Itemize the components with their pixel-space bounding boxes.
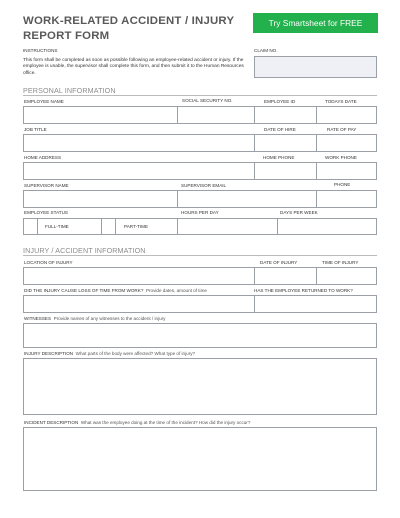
employee-name-input[interactable] xyxy=(23,106,178,124)
returned-to-work-label: HAS THE EMPLOYEE RETURNED TO WORK? xyxy=(254,288,353,293)
personal-info-heading: PERSONAL INFORMATION xyxy=(23,86,116,95)
claim-no-input[interactable] xyxy=(254,56,377,78)
part-time-label: PART-TIME xyxy=(124,224,149,229)
time-of-injury-input[interactable] xyxy=(316,267,377,285)
supervisor-email-input[interactable] xyxy=(177,190,317,208)
ssn-label: SOCIAL SECURITY NO. xyxy=(182,98,233,103)
home-address-label: HOME ADDRESS xyxy=(24,155,62,160)
part-time-checkbox[interactable] xyxy=(101,218,116,235)
home-phone-label: HOME PHONE xyxy=(263,155,295,160)
witnesses-input[interactable] xyxy=(23,323,377,348)
phone-label: PHONE xyxy=(334,182,351,187)
part-time-option xyxy=(115,218,178,235)
location-of-injury-input[interactable] xyxy=(23,267,255,285)
job-title-input[interactable] xyxy=(23,134,255,152)
supervisor-phone-input[interactable] xyxy=(316,190,377,208)
instructions-text: This form shall be completed as soon as possible following an employee-related accident or injury. If the employee is unable, the supervisor shall complete this form, and then submit it to the Human Resources office. xyxy=(23,58,244,76)
ssn-input[interactable] xyxy=(177,106,255,124)
days-per-week-input[interactable] xyxy=(277,218,377,235)
employee-id-input[interactable] xyxy=(254,106,317,124)
employee-status-label: EMPLOYEE STATUS xyxy=(24,210,68,215)
home-address-input[interactable] xyxy=(23,162,255,180)
date-of-injury-input[interactable] xyxy=(254,267,317,285)
work-phone-label: WORK PHONE xyxy=(325,155,357,160)
time-of-injury-label: TIME OF INJURY xyxy=(322,260,359,265)
todays-date-label: TODAYS DATE xyxy=(325,99,357,104)
job-title-label: JOB TITLE xyxy=(24,127,47,132)
full-time-option xyxy=(37,218,102,235)
date-of-hire-label: DATE OF HIRE xyxy=(264,127,296,132)
supervisor-name-input[interactable] xyxy=(23,190,178,208)
rate-of-pay-input[interactable] xyxy=(316,134,377,152)
loss-of-time-input[interactable] xyxy=(23,295,255,313)
employee-name-label: EMPLOYEE NAME xyxy=(24,99,64,104)
location-of-injury-label: LOCATION OF INJURY xyxy=(24,260,73,265)
injury-info-heading: INJURY / ACCIDENT INFORMATION xyxy=(23,246,146,255)
incident-description-label: INCIDENT DESCRIPTION What was the employee doing at the time of the incident? How did the injury occur? xyxy=(24,420,251,425)
hours-per-day-label: HOURS PER DAY xyxy=(181,210,219,215)
home-phone-input[interactable] xyxy=(254,162,317,180)
claim-no-label: CLAIM NO. xyxy=(254,48,278,53)
injury-description-hint: What parts of the body were affected? What type of injury? xyxy=(75,351,196,356)
witnesses-hint: Provide names of any witnesses to the accident / injury xyxy=(53,316,166,321)
todays-date-input[interactable] xyxy=(316,106,377,124)
date-of-hire-input[interactable] xyxy=(254,134,317,152)
incident-description-hint: What was the employee doing at the time of the incident? How did the injury occur? xyxy=(80,420,251,425)
rate-of-pay-label: RATE OF PAY xyxy=(327,127,357,132)
instructions-label: INSTRUCTIONS xyxy=(23,48,58,53)
employee-id-label: EMPLOYEE ID xyxy=(264,99,296,104)
incident-description-input[interactable] xyxy=(23,427,377,491)
loss-of-time-hint: Provide dates, amount of time xyxy=(145,288,207,293)
injury-description-label: INJURY DESCRIPTION What parts of the body were affected? What type of injury? xyxy=(24,351,196,356)
loss-of-time-label: DID THE INJURY CAUSE LOSS OF TIME FROM WORK? Provide dates, amount of time xyxy=(24,288,207,293)
form-title: WORK-RELATED ACCIDENT / INJURY REPORT FORM xyxy=(23,15,235,42)
full-time-checkbox[interactable] xyxy=(23,218,38,235)
hours-per-day-input[interactable] xyxy=(177,218,278,235)
injury-description-input[interactable] xyxy=(23,358,377,415)
date-of-injury-label: DATE OF INJURY xyxy=(260,260,298,265)
days-per-week-label: DAYS PER WEEK xyxy=(280,210,318,215)
full-time-label: FULL-TIME xyxy=(45,224,69,229)
supervisor-name-label: SUPERVISOR NAME xyxy=(24,183,69,188)
try-smartsheet-button[interactable]: Try Smartsheet for FREE xyxy=(253,13,378,33)
section-divider xyxy=(23,95,377,96)
witnesses-label: WITNESSES Provide names of any witnesses to the accident / injury xyxy=(24,316,166,321)
returned-to-work-input[interactable] xyxy=(254,295,377,313)
supervisor-email-label: SUPERVISOR EMAIL xyxy=(181,183,227,188)
section-divider xyxy=(23,255,377,256)
work-phone-input[interactable] xyxy=(316,162,377,180)
